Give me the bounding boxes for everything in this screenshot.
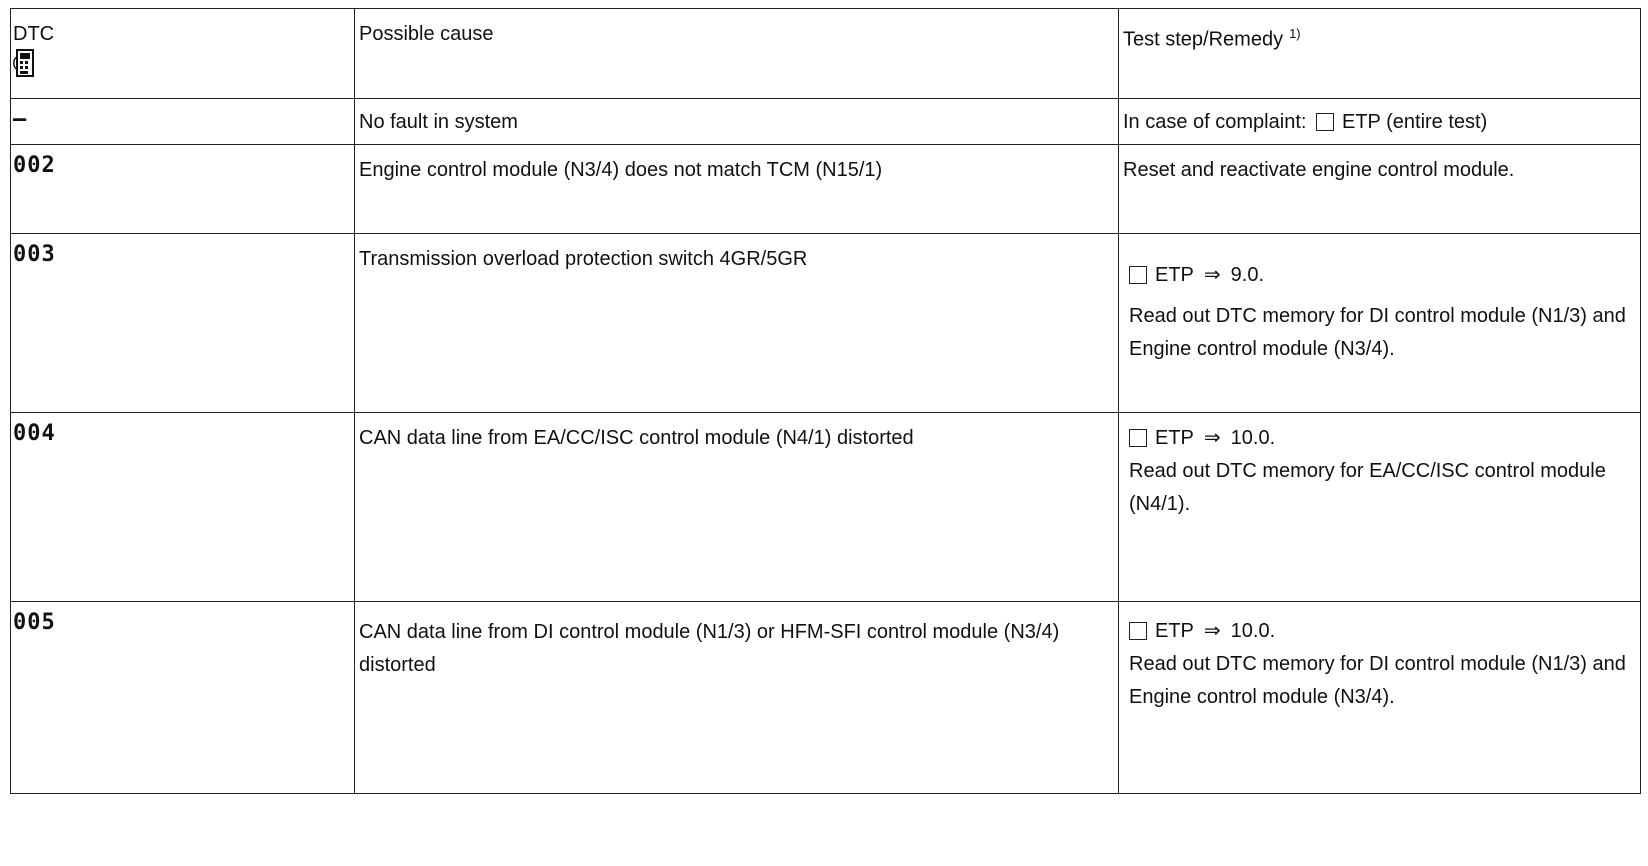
dtc-code: 003	[13, 242, 56, 267]
cause-cell	[355, 413, 1119, 602]
cause-cell	[355, 602, 1119, 794]
etp-step-line	[1129, 427, 1640, 449]
dtc-cell	[11, 234, 355, 413]
dtc-cell	[11, 99, 355, 145]
cause-text: No fault in system	[359, 111, 518, 133]
cause-cell	[355, 234, 1119, 413]
remedy-cell	[1119, 99, 1641, 145]
etp-step-number: 10.0.	[1230, 620, 1276, 642]
remedy-cell	[1119, 234, 1641, 413]
arrow-icon: ⇒	[1203, 264, 1221, 286]
tester-device-icon	[13, 49, 35, 82]
cause-cell	[355, 145, 1119, 234]
remedy-text: Read out DTC memory for DI control module (N1/3) and Engine control module (N3/4).	[1129, 305, 1626, 360]
cause-text: CAN data line from DI control module (N1/3) or HFM-SFI control module (N3/4) distorted	[359, 621, 1060, 676]
dtc-code: 005	[13, 610, 56, 635]
remedy-text: Reset and reactivate engine control module.	[1123, 159, 1515, 181]
remedy-text: Read out DTC memory for EA/CC/ISC control module (N4/1).	[1129, 460, 1606, 515]
dtc-code: 004	[13, 421, 56, 446]
remedy-cell	[1119, 145, 1641, 234]
dtc-cell	[11, 413, 355, 602]
cause-text: Transmission overload protection switch 4GR/5GR	[359, 248, 808, 270]
table-header-row	[11, 9, 1641, 99]
remedy-cell	[1119, 413, 1641, 602]
dtc-code: –	[13, 107, 28, 132]
arrow-icon: ⇒	[1203, 427, 1221, 449]
remedy-prefix: In case of complaint:	[1123, 111, 1307, 133]
etp-step-line	[1129, 264, 1640, 286]
arrow-icon: ⇒	[1203, 620, 1221, 642]
header-remedy-footnote: 1)	[1289, 26, 1301, 41]
table-row	[11, 145, 1641, 234]
table-row	[11, 602, 1641, 794]
header-remedy-label: Test step/Remedy	[1123, 28, 1284, 51]
checkbox-square-icon	[1129, 266, 1147, 284]
dtc-code: 002	[13, 153, 56, 178]
etp-label: ETP	[1155, 427, 1194, 449]
dtc-cell	[11, 145, 355, 234]
table-row	[11, 99, 1641, 145]
etp-step-number: 10.0.	[1230, 427, 1276, 449]
remedy-cell	[1119, 602, 1641, 794]
cause-cell	[355, 99, 1119, 145]
dtc-table	[10, 8, 1641, 794]
cause-text: Engine control module (N3/4) does not match TCM (N15/1)	[359, 159, 883, 181]
cause-text: CAN data line from EA/CC/ISC control module (N4/1) distorted	[359, 427, 914, 449]
checkbox-square-icon	[1316, 113, 1334, 131]
table-row	[11, 234, 1641, 413]
header-cause-cell	[355, 9, 1119, 99]
table-row	[11, 413, 1641, 602]
remedy-etp: ETP	[1342, 111, 1381, 133]
remedy-text: Read out DTC memory for DI control module (N1/3) and Engine control module (N3/4).	[1129, 653, 1626, 708]
dtc-cell	[11, 602, 355, 794]
etp-step-line	[1129, 620, 1640, 642]
header-remedy-cell	[1119, 9, 1641, 99]
etp-step-number: 9.0.	[1230, 264, 1265, 286]
header-cause-label: Possible cause	[359, 23, 494, 45]
remedy-suffix: (entire test)	[1386, 111, 1488, 133]
checkbox-square-icon	[1129, 429, 1147, 447]
etp-label: ETP	[1155, 620, 1194, 642]
header-dtc-cell	[11, 9, 355, 99]
header-dtc-label: DTC	[13, 23, 55, 45]
checkbox-square-icon	[1129, 622, 1147, 640]
etp-label: ETP	[1155, 264, 1194, 286]
